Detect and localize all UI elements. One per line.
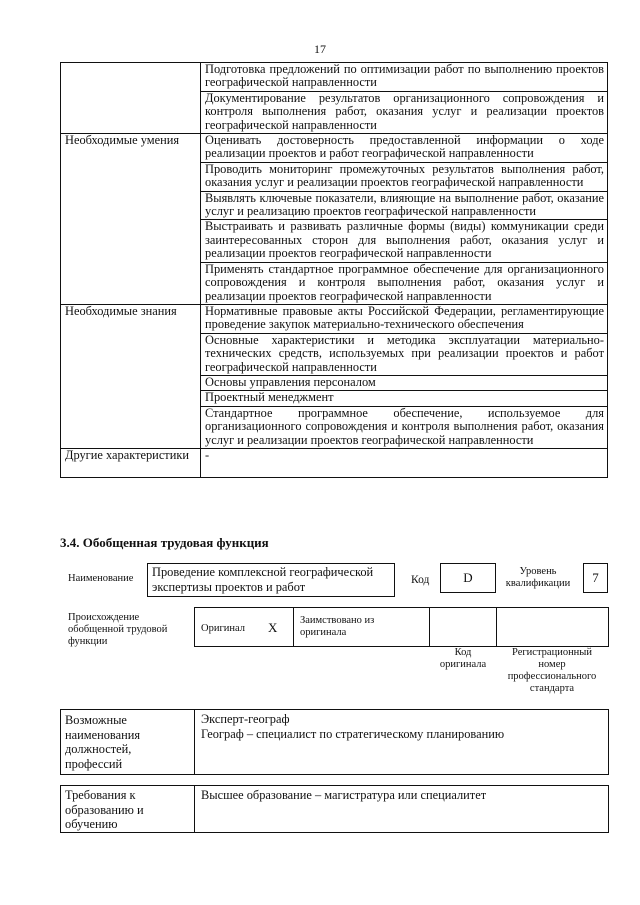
table-row — [61, 304, 608, 333]
position-item: Географ – специалист по стратегическому планированию — [201, 727, 505, 741]
section-title: 3.4. Обобщенная трудовая функция — [60, 535, 269, 550]
origin-label: Происхождение обобщенной трудовой функции — [68, 612, 168, 647]
row-value: Нормативные правовые акты Российской Федерации, регламентирующие проведение закупок материально-технического обеспечения — [201, 304, 608, 333]
row-label — [61, 63, 201, 134]
row-value: Основы управления персоналом — [201, 375, 608, 390]
table-row — [61, 448, 608, 477]
row-label: Другие характеристики — [61, 448, 201, 477]
row-value: Применять стандартное программное обеспечение для организационного сопровождения и контроля выполнения работ, оказания услуг и реализации проектов географической направленности — [201, 262, 608, 304]
original-mark: X — [268, 620, 278, 635]
position-item: Эксперт-географ — [201, 712, 290, 726]
education-label: Требования к образованию и обучению — [61, 786, 195, 832]
positions-label: Возможные наименования должностей, профессий — [61, 710, 195, 774]
code-original-label: Код оригинала — [439, 647, 487, 670]
table-row — [61, 63, 608, 92]
reg-number-label: Регистрационный номер профессионального стандарта — [507, 647, 597, 694]
function-name-box — [147, 563, 395, 597]
row-value: Проводить мониторинг промежуточных результатов выполнения работ, оказания услуг и реализации проектов географической направленности — [201, 162, 608, 191]
name-label: Наименование — [68, 573, 134, 584]
row-value: Оценивать достоверность предоставленной информации о ходе реализации проектов и работ географической направленности — [201, 134, 608, 163]
original-label: Оригинал — [201, 623, 245, 634]
code-value: D — [440, 563, 496, 593]
origin-divider — [496, 607, 497, 647]
origin-divider — [293, 607, 294, 647]
function-name: Проведение комплексной географической экспертизы проектов и работ — [152, 565, 374, 594]
code-label: Код — [411, 574, 430, 586]
borrowed-label: Заимствовано из оригинала — [300, 615, 375, 638]
skills-knowledge-table — [60, 62, 608, 478]
row-value: Основные характеристики и методика эксплуатации материально-технических средств, используемых при реализации проектов и работ географической направленности — [201, 333, 608, 375]
positions-block — [60, 709, 609, 775]
row-value: Документирование результатов организационного сопровождения и контроля выполнения работ, оказания услуг и реализации проектов географической направленности — [201, 91, 608, 133]
level-value: 7 — [583, 563, 608, 593]
level-label: Уровень квалификации — [505, 566, 571, 589]
origin-divider — [429, 607, 430, 647]
row-label: Необходимые умения — [61, 134, 201, 305]
origin-table — [194, 607, 609, 647]
row-value: - — [201, 448, 608, 477]
education-value: Высшее образование – магистратура или специалитет — [201, 788, 487, 802]
education-block — [60, 785, 609, 833]
row-label: Необходимые знания — [61, 304, 201, 448]
row-value: Стандартное программное обеспечение, используемое для организационного сопровождения и контроля выполнения работ, оказания услуг и реализации проектов географической направленности — [201, 406, 608, 448]
row-value: Проектный менеджмент — [201, 391, 608, 406]
row-value: Выстраивать и развивать различные формы (виды) коммуникации среди заинтересованных сторон для выполнения работ, оказания услуг и реализации проектов географической направленности — [201, 220, 608, 262]
page-number: 17 — [314, 42, 326, 56]
table-row — [61, 134, 608, 163]
row-value: Подготовка предложений по оптимизации работ по выполнению проектов географической направленности — [201, 63, 608, 92]
row-value: Выявлять ключевые показатели, влияющие на выполнение работ, оказание услуг и реализацию проектов географической направленности — [201, 191, 608, 220]
